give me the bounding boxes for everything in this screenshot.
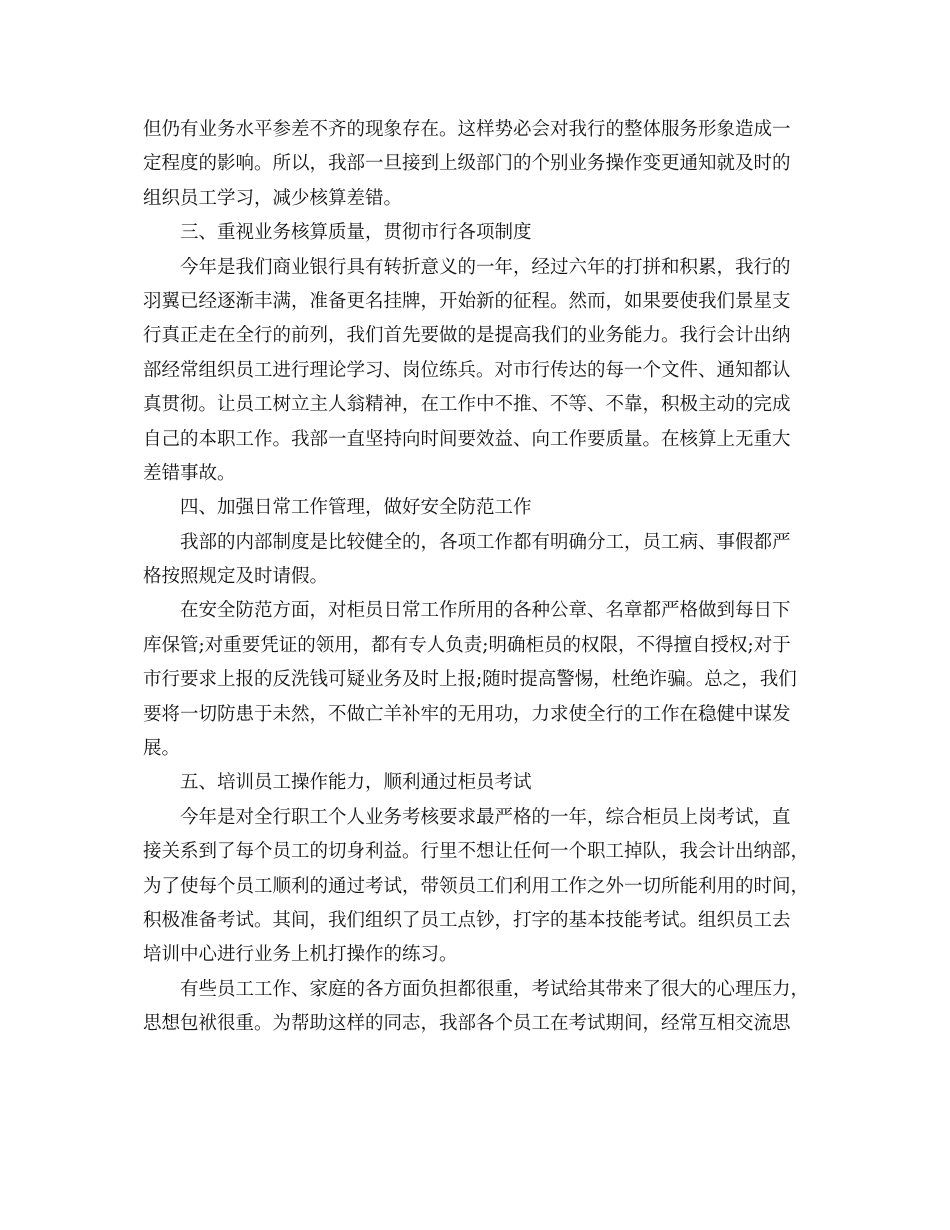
text-line: 组织员工学习，减少核算差错。 xyxy=(143,187,403,209)
text-line: 差错事故。 xyxy=(143,462,236,484)
paragraph-start-line: 在安全防范方面，对柜员日常工作所用的各种公章、名章都严格做到每日下 xyxy=(180,600,791,622)
text-line: 羽翼已经逐渐丰满，准备更名挂牌，开始新的征程。然而，如果要使我们景星支 xyxy=(143,290,791,312)
text-line: 格按照规定及时请假。 xyxy=(143,566,329,588)
paragraph-start-line: 我部的内部制度是比较健全的，各项工作都有明确分工，员工病、事假都严 xyxy=(180,531,791,553)
paragraph-start-line: 今年是对全行职工个人业务考核要求最严格的一年，综合柜员上岗考试，直 xyxy=(180,806,791,828)
text-line: 自己的本职工作。我部一直坚持向时间要效益、向工作要质量。在核算上无重大 xyxy=(143,428,791,450)
text-line: 要将一切防患于未然，不做亡羊补牢的无用功，力求使全行的工作在稳健中谋发 xyxy=(143,703,791,725)
text-line: 部经常组织员工进行理论学习、岗位练兵。对市行传达的每一个文件、通知都认 xyxy=(143,359,791,381)
text-line: 真贯彻。让员工树立主人翁精神，在工作中不推、不等、不靠，积极主动的完成 xyxy=(143,394,791,416)
text-line: 思想包袱很重。为帮助这样的同志，我部各个员工在考试期间，经常互相交流思 xyxy=(143,1013,791,1035)
text-line: 但仍有业务水平参差不齐的现象存在。这样势必会对我行的整体服务形象造成一 xyxy=(143,119,791,140)
text-line: 定程度的影响。所以，我部一旦接到上级部门的个别业务操作变更通知就及时的 xyxy=(143,153,791,175)
text-line: 行真正走在全行的前列，我们首先要做的是提高我们的业务能力。我行会计出纳 xyxy=(143,325,791,347)
text-line: 为了使每个员工顺利的通过考试，带领员工们利用工作之外一切所能利用的时间， xyxy=(143,875,810,897)
text-line: 库保管;对重要凭证的领用，都有专人负责;明确柜员的权限，不得擅自授权;对于 xyxy=(143,634,791,656)
paragraph-start-line: 三、重视业务核算质量，贯彻市行各项制度 xyxy=(180,222,532,244)
text-line: 市行要求上报的反洗钱可疑业务及时上报;随时提高警惕，杜绝诈骗。总之，我们 xyxy=(143,669,797,691)
text-line: 展。 xyxy=(143,738,181,760)
paragraph-start-line: 今年是我们商业银行具有转折意义的一年，经过六年的打拼和积累，我行的 xyxy=(180,256,791,278)
text-line: 积极准备考试。其间，我们组织了员工点钞，打字的基本技能考试。组织员工去 xyxy=(143,909,791,931)
paragraph-start-line: 四、加强日常工作管理，做好安全防范工作 xyxy=(180,497,532,519)
paragraph-start-line: 五、培训员工操作能力，顺利通过柜员考试 xyxy=(180,772,532,794)
text-line: 接关系到了每个员工的切身利益。行里不想让任何一个职工掉队，我会计出纳部， xyxy=(143,841,810,863)
text-line: 培训中心进行业务上机打操作的练习。 xyxy=(143,944,458,966)
paragraph-start-line: 有些员工工作、家庭的各方面负担都很重，考试给其带来了很大的心理压力， xyxy=(180,978,810,1000)
document-body xyxy=(143,113,810,1042)
